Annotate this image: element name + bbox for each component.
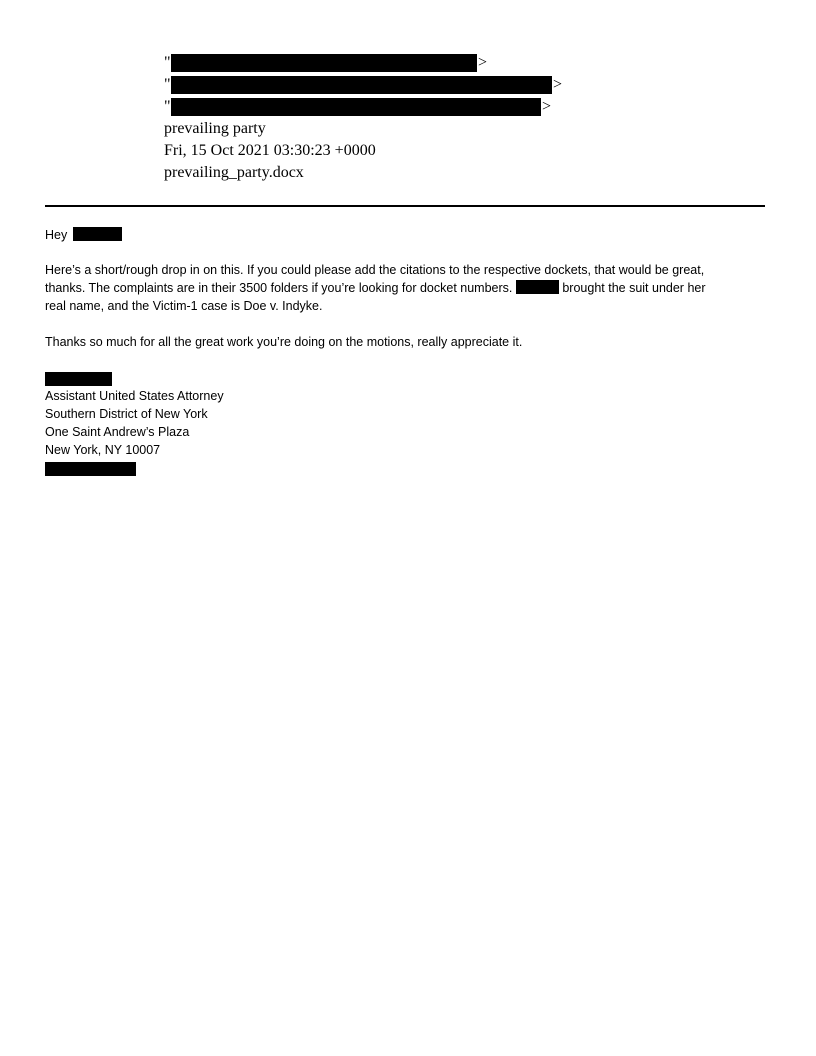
greeting-name-redaction: [73, 227, 122, 241]
greeting-text: Hey: [45, 228, 68, 242]
paragraph-1: [45, 261, 775, 315]
cc-redaction: [171, 98, 541, 116]
from-close-bracket: >: [478, 54, 488, 71]
greeting-line: [45, 226, 770, 244]
paragraph-2-line-1: Thanks so much for all the great work you’re doing on the motions, really appreciate it.: [45, 335, 523, 349]
signature-address-2: New York, NY 10007: [45, 443, 161, 457]
header-divider: [45, 205, 765, 207]
signature-address-1: One Saint Andrew’s Plaza: [45, 425, 190, 439]
paragraph-1-line-2-start: thanks. The complaints are in their 3500 folders if you’re looking for docket numbers.: [45, 281, 513, 295]
to-redaction: [171, 76, 552, 94]
paragraph-1-line-2: [45, 279, 775, 297]
signature-office: Southern District of New York: [45, 407, 208, 421]
cc-open-quote: ": [164, 98, 171, 115]
signature-phone-redaction: [45, 462, 136, 476]
signature-name-redaction: [45, 372, 112, 386]
victim-name-redaction: [516, 280, 559, 294]
from-open-quote: ": [164, 54, 171, 71]
subject-value: prevailing party: [164, 120, 266, 137]
paragraph-2: [45, 333, 775, 351]
to-close-bracket: >: [553, 76, 563, 93]
date-value: Fri, 15 Oct 2021 03:30:23 +0000: [164, 142, 376, 159]
from-redaction: [171, 54, 477, 72]
to-open-quote: ": [164, 76, 171, 93]
signature-title: Assistant United States Attorney: [45, 389, 224, 403]
paragraph-1-line-2-end: brought the suit under her: [562, 281, 706, 295]
cc-close-bracket: >: [542, 98, 552, 115]
paragraph-1-line-1: Here’s a short/rough drop in on this. If you could please add the citations to the respective dockets, that would be great,: [45, 263, 705, 277]
signature-block: [45, 387, 775, 459]
attachment-link[interactable]: prevailing_party.docx: [164, 164, 304, 181]
paragraph-1-line-3: real name, and the Victim-1 case is Doe v. Indyke.: [45, 299, 323, 313]
